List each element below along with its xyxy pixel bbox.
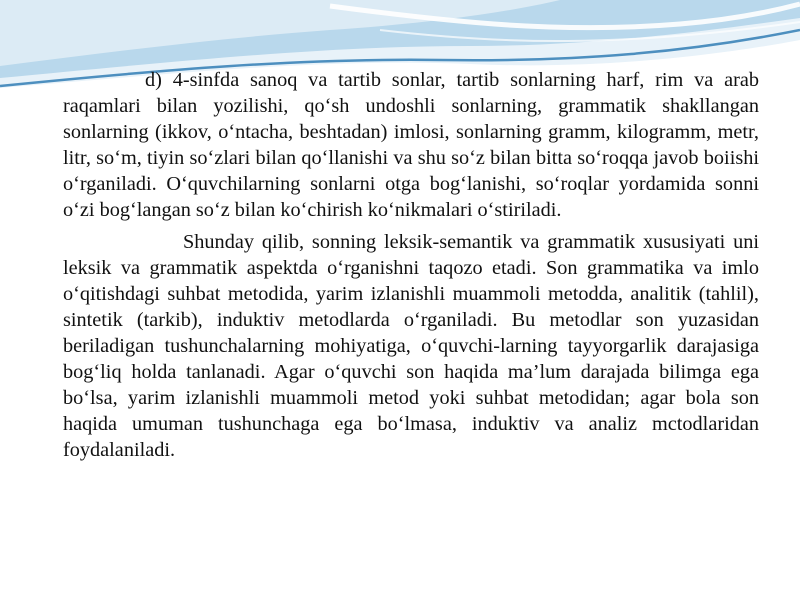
paragraph-1: d) 4-sinfda sanoq va tartib sonlar, tartib sonlarning harf, rim va arab raqamlari bilan yozilishi, qo‘sh undoshli sonlarning, grammatik shakllangan sonlarning (ikkov, o‘ntacha, beshtadan) imlosi, sonlarning gramm, kilogramm, metr, litr, so‘m, tiyin so‘zlari bilan qo‘llanishi va shu so‘z bilan bitta so‘roqqa javob boiishi o‘rganiladi. O‘quvchilarning sonlarni otga bog‘lanishi, so‘roqlar yordamida sonni o‘zi bog‘langan so‘z bilan ko‘chirish ko‘nikmalari o‘stiriladi.: [63, 69, 759, 222]
paragraph-2: Shunday qilib, sonning leksik-semantik va grammatik xususiyati uni leksik va grammatik aspektda o‘rganishni taqozo etadi. Son grammatika va imlo o‘qitishdagi suhbat metodida, yarim izlanishli muammoli metodda, analitik (tahlil), sintetik (tarkib), induktiv metodlarda o‘rganiladi. Bu metodlar son yuzasidan beriladigan tushunchalarning mohiyatiga, o‘quvchi-larning tayyorgarlik darajasiga bog‘liq holda tanlanadi. Agar o‘quvchi son haqida ma’lum darajada bilimga ega bo‘lsa, yarim izlanishli muammoli metod yoki suhbat metodidan; agar bola son haqida umuman tushunchaga ega bo‘lmasa, induktiv va analiz mctodlaridan foydalaniladi.: [63, 230, 759, 462]
body-text: [63, 67, 759, 463]
